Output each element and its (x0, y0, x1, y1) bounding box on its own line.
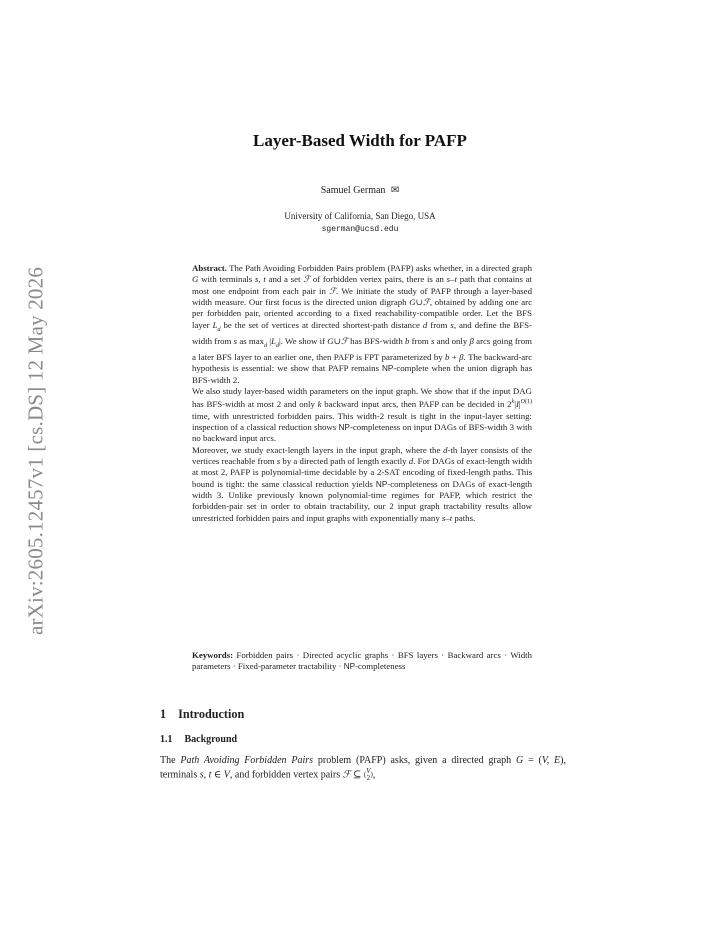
section-title: Introduction (178, 707, 245, 721)
intro-text: The Path Avoiding Forbidden Pairs problem (PAFP) asks, given a directed graph G = (V, E), terminals s, t ∈ V, and forbidden vertex pairs ℱ ⊆ (V 2), (160, 755, 566, 782)
section-heading (160, 707, 244, 722)
affiliation: University of California, San Diego, USA (284, 211, 436, 221)
paper-title: Layer-Based Width for PAFP (253, 131, 467, 150)
keywords-label: Keywords: (192, 650, 234, 660)
author-name: Samuel German (320, 185, 386, 196)
subsection-title: Background (184, 734, 238, 745)
subsection-number: 1.1 (160, 734, 173, 745)
abstract-paragraph-3: Moreover, we study exact-length layers in the input graph, where the d-th layer consists of the vertices reachable from s by a directed path of length exactly d. For DAGs of exact-length width at most 2, PAFP is polynomial-time decidable by a 2-SAT encoding of fixed-length paths. This bound is tight: the same classical reduction yields NP-completeness on DAGs of exact-length width 3. Unlike previously known polynomial-time regimes for PAFP, which restrict the forbidden-pair set in order to obtain tractability, our 2 input graph tractability results allow unrestricted forbidden pairs and input graphs with exponentially many s–t paths. (192, 444, 532, 523)
keywords-paragraph: Keywords: Forbidden pairs · Directed acyclic graphs · BFS layers · Backward arcs · Width parameters · Fixed-parameter tractability · NP-completeness (192, 650, 532, 672)
abstract-paragraph-1: Abstract. The Path Avoiding Forbidden Pairs problem (PAFP) asks whether, in a directed graph G with terminals s, t and a set ℱ of forbidden vertex pairs, there is an s–t path that contains at most one endpoint from each pair in ℱ. We initiate the study of PAFP through a layer-based width measure. Our first focus is the directed union digraph G∪ℱ, obtained by adding one arc per forbidden pair, oriented according to a fixed reachability-compatible order. Let the BFS layer $L_d$ be the set of vertices at directed shortest-path distance d from s, and define the BFS-width from s as $\max_d |L_d|$. We show if G∪ℱ has BFS-width b from s and only β arcs going from a later BFS layer to an earlier one, then PAFP is FPT parameterized by b + β. The backward-arc hypothesis is essential: we show that PAFP remains NP-complete when the union digraph has BFS-width 2. (192, 263, 533, 385)
abstract (192, 263, 532, 524)
intro-paragraph (160, 754, 566, 782)
author-email[interactable]: sgerman@ucsd.edu (321, 225, 399, 234)
author-line (0, 185, 720, 196)
arxiv-id-text: arXiv:2605.12457v1 [cs.DS] 12 May 2026 (23, 266, 48, 636)
abstract-label: Abstract. (192, 263, 227, 273)
arxiv-identifier (22, 256, 50, 646)
subsection-heading (160, 734, 237, 745)
abstract-paragraph-2: We also study layer-based width parameters on the input graph. We show that if the input DAG has BFS-width at most 2 and only k backward input arcs, then PAFP can be decided in $2^k|I|^{O(1)}$ time, with unrestricted forbidden pairs. This width-2 result is tight in the input-layer setting: inspection of a classical reduction shows NP-completeness on input DAGs of BFS-width 3 with no backward input arcs. (192, 385, 533, 444)
section-number: 1 (160, 707, 167, 721)
envelope-icon[interactable]: ✉ (390, 185, 400, 196)
keywords (192, 650, 532, 673)
